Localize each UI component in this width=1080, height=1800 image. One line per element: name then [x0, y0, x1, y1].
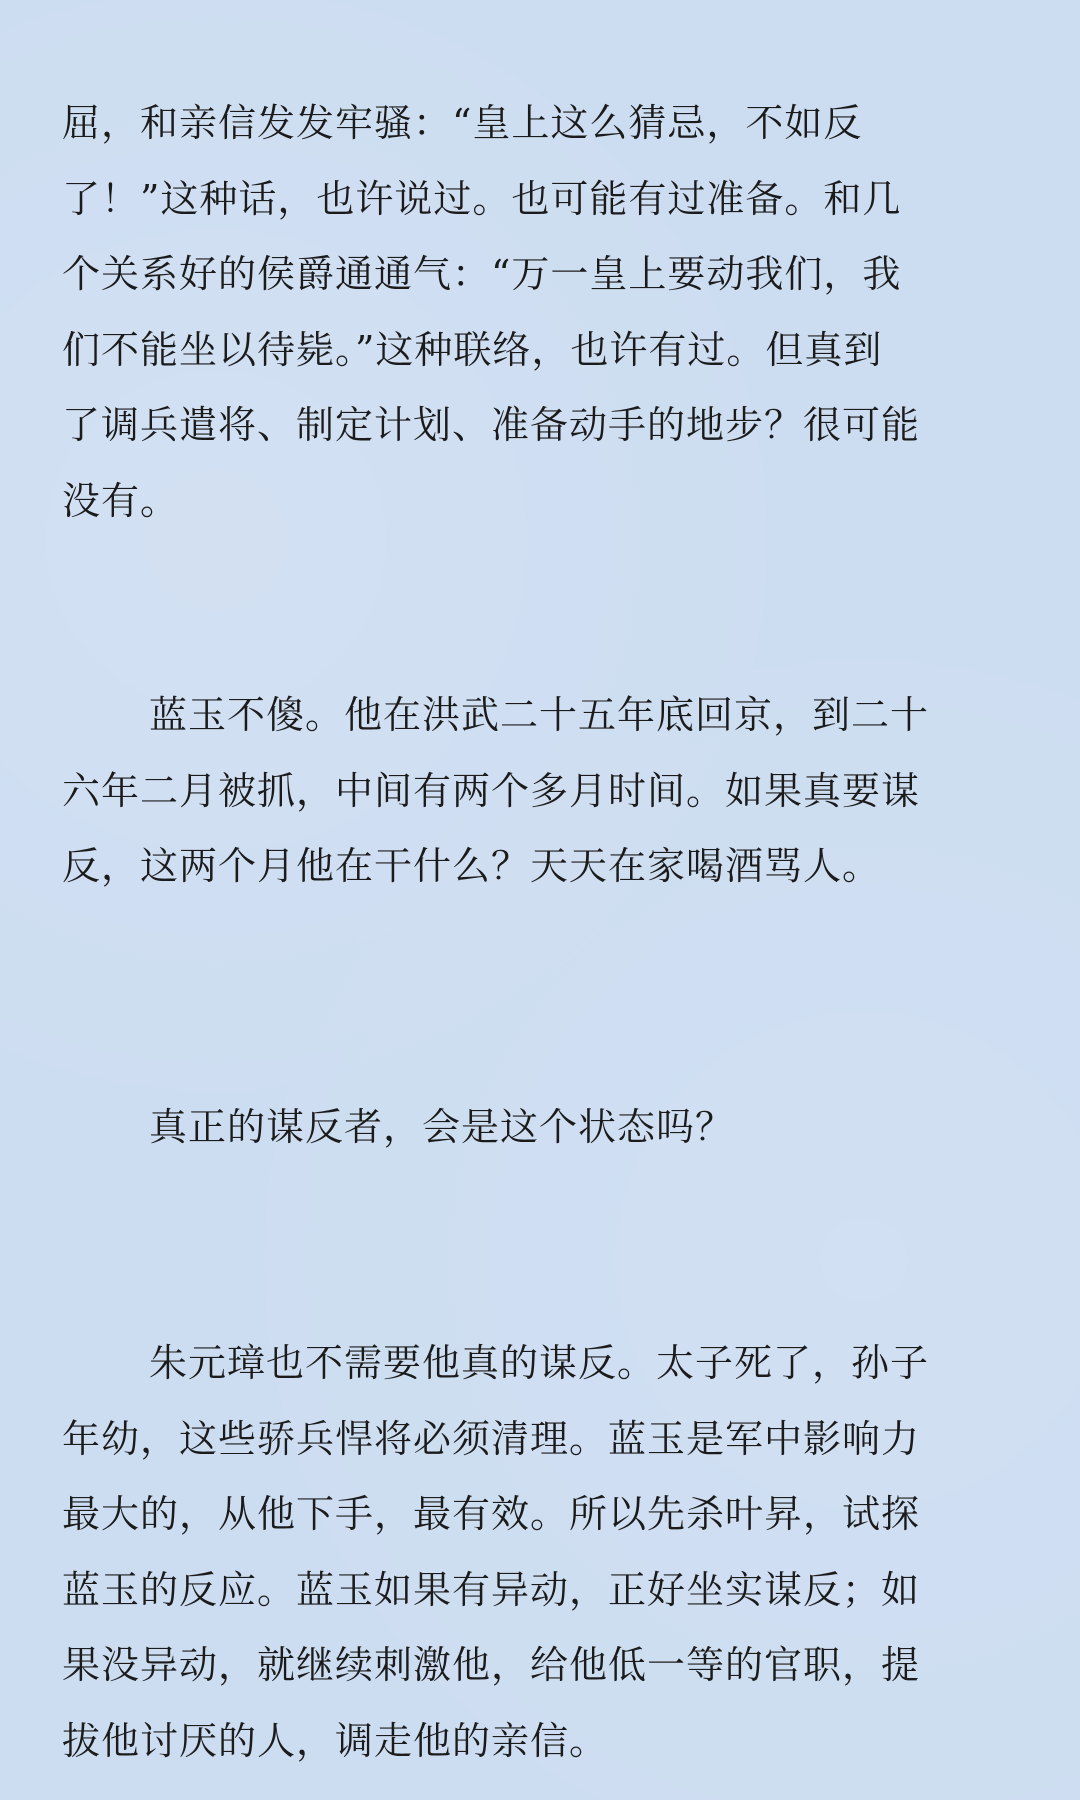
text-line: 真正的谋反者，会是这个状态吗？: [149, 1105, 735, 1149]
text-line: 反，这两个月他在干什么？天天在家喝酒骂人。: [62, 844, 882, 888]
text-line: 年幼，这些骄兵悍将必须清理。蓝玉是军中影响力: [62, 1416, 921, 1461]
text-line: 没有。: [62, 478, 180, 523]
text-line: 六年二月被抓，中间有两个多月时间。如果真要谋: [62, 768, 921, 813]
paragraph: [62, 1090, 734, 1166]
text-line: 果没异动，就继续刺激他，给他低一等的官职，提: [62, 1643, 921, 1687]
text-line: 拔他讨厌的人，调走他的亲信。: [62, 1718, 609, 1763]
paragraph: [62, 678, 929, 905]
text-line: 了！”这种话，也许说过。也可能有过准备。和几: [62, 176, 902, 221]
text-line: 屈，和亲信发发牢骚：“皇上这么猜忌，不如反: [62, 101, 863, 145]
text-line: 个关系好的侯爵通通气：“万一皇上要动我们，我: [62, 252, 902, 296]
text-line: 最大的，从他下手，最有效。所以先杀叶昇，试探: [62, 1492, 921, 1536]
paragraph: [62, 1326, 929, 1779]
text-line: 蓝玉的反应。蓝玉如果有异动，正好坐实谋反；如: [62, 1567, 921, 1612]
text-line: 们不能坐以待毙。”这种联络，也许有过。但真到: [62, 327, 883, 372]
paragraph: [62, 86, 920, 539]
text-line: 蓝玉不傻。他在洪武二十五年底回京，到二十: [149, 693, 930, 737]
text-line: 了调兵遣将、制定计划、准备动手的地步？很可能: [62, 403, 921, 447]
text-line: 朱元璋也不需要他真的谋反。太子死了，孙子: [149, 1341, 930, 1385]
